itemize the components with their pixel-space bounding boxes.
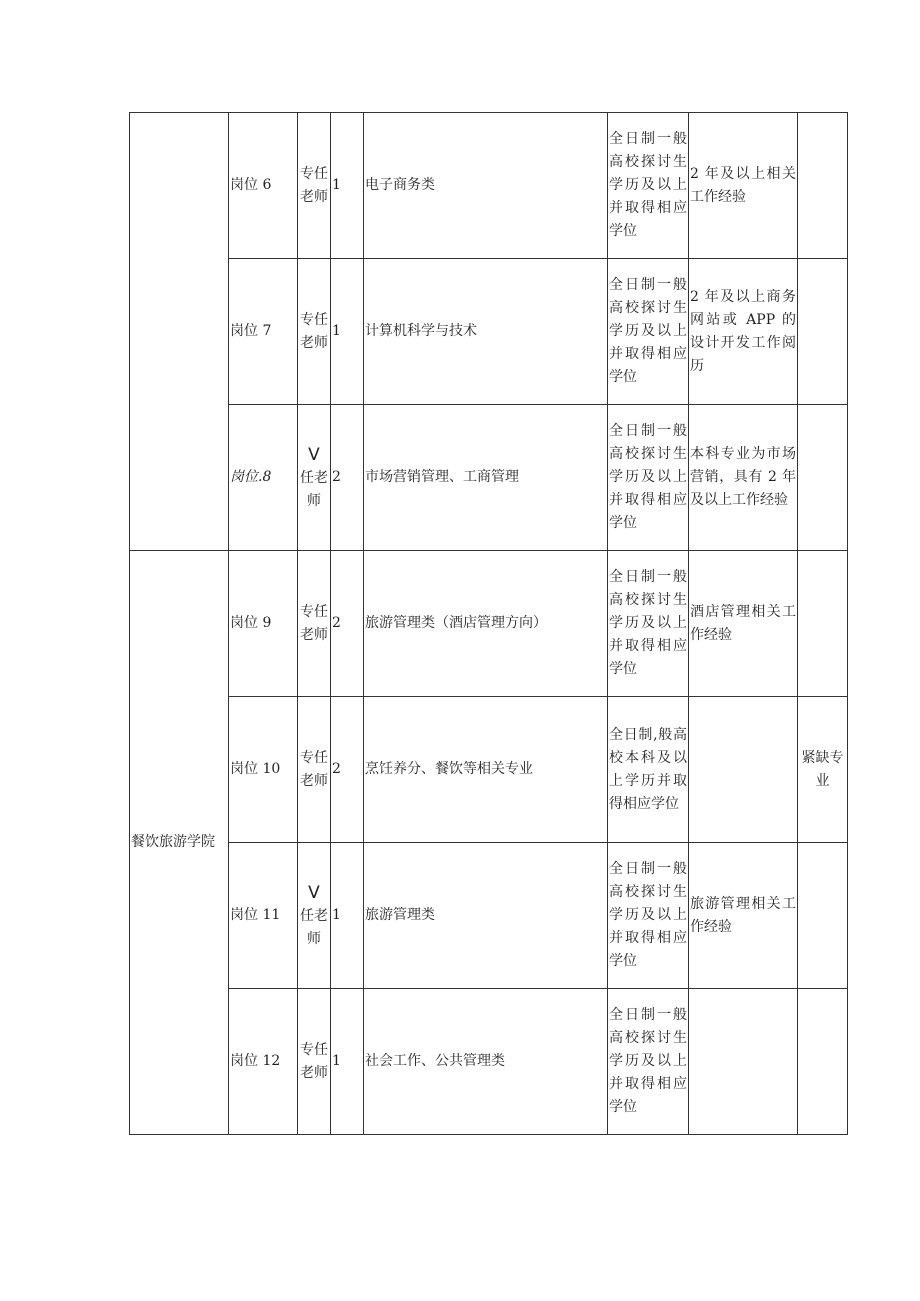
position-cell: 岗位 10	[229, 697, 298, 843]
major-cell: 旅游管理类（酒店管理方向）	[364, 551, 608, 697]
education-cell: 全日制一般高校探讨生学历及以上并取得相应学位	[608, 843, 689, 989]
role-cell	[298, 405, 331, 551]
major-cell: 社会工作、公共管理类	[364, 989, 608, 1135]
note-cell	[798, 405, 848, 551]
major-cell: 计算机科学与技术	[364, 259, 608, 405]
table-row	[130, 989, 848, 1135]
role-mark: V	[308, 444, 320, 465]
role-cell: 专任老师	[298, 697, 331, 843]
position-cell: 岗位 6	[229, 113, 298, 259]
college-cell: 餐饮旅游学院	[130, 551, 229, 1135]
education-cell: 全日制一般高校探讨生学历及以上并取得相应学位	[608, 113, 689, 259]
recruitment-table	[129, 112, 848, 1135]
table-row	[130, 405, 848, 551]
table-row	[130, 843, 848, 989]
experience-cell	[689, 697, 798, 843]
role-mark: V	[308, 882, 320, 903]
position-cell: 岗位 11	[229, 843, 298, 989]
experience-cell: 酒店管理相关工作经验	[689, 551, 798, 697]
experience-cell: 旅游管理相关工作经验	[689, 843, 798, 989]
major-cell: 市场营销管理、工商管理	[364, 405, 608, 551]
major-cell: 烹饪养分、餐饮等相关专业	[364, 697, 608, 843]
count-cell: 2	[331, 551, 364, 697]
role-cell	[298, 843, 331, 989]
education-cell: 全日制一般高校探讨生学历及以上并取得相应学位	[608, 551, 689, 697]
count-cell: 2	[331, 697, 364, 843]
note-cell: 紧缺专业	[798, 697, 848, 843]
count-cell: 1	[331, 989, 364, 1135]
experience-cell: 本科专业为市场营销，具有 2 年及以上工作经验	[689, 405, 798, 551]
role-cell: 专任老师	[298, 259, 331, 405]
table-row	[130, 259, 848, 405]
role-cell: 专任老师	[298, 113, 331, 259]
note-cell	[798, 113, 848, 259]
count-cell: 1	[331, 113, 364, 259]
role-cell: 专任老师	[298, 551, 331, 697]
education-cell: 全日制一般高校探讨生学历及以上并取得相应学位	[608, 259, 689, 405]
experience-cell	[689, 989, 798, 1135]
table-row	[130, 697, 848, 843]
note-cell	[798, 989, 848, 1135]
experience-cell: 2 年及以上商务网站或 APP 的设计开发工作阅历	[689, 259, 798, 405]
count-cell: 1	[331, 843, 364, 989]
education-cell: 全日制,般高校本科及以上学历并取得相应学位	[608, 697, 689, 843]
education-cell: 全日制一般高校探讨生学历及以上并取得相应学位	[608, 989, 689, 1135]
position-cell: 岗位 9	[229, 551, 298, 697]
note-cell	[798, 259, 848, 405]
education-cell: 全日制一般高校探讨生学历及以上并取得相应学位	[608, 405, 689, 551]
major-cell: 旅游管理类	[364, 843, 608, 989]
position-cell: 岗位.8	[229, 405, 298, 551]
table-row	[130, 551, 848, 697]
role-text: 任老师	[300, 907, 328, 947]
note-cell	[798, 843, 848, 989]
count-cell: 2	[331, 405, 364, 551]
position-cell: 岗位 7	[229, 259, 298, 405]
table-row	[130, 113, 848, 259]
experience-cell: 2 年及以上相关工作经验	[689, 113, 798, 259]
role-text: 任老师	[300, 469, 328, 509]
position-cell: 岗位 12	[229, 989, 298, 1135]
role-cell: 专任老师	[298, 989, 331, 1135]
note-cell	[798, 551, 848, 697]
college-cell	[130, 113, 229, 551]
count-cell: 1	[331, 259, 364, 405]
major-cell: 电子商务类	[364, 113, 608, 259]
